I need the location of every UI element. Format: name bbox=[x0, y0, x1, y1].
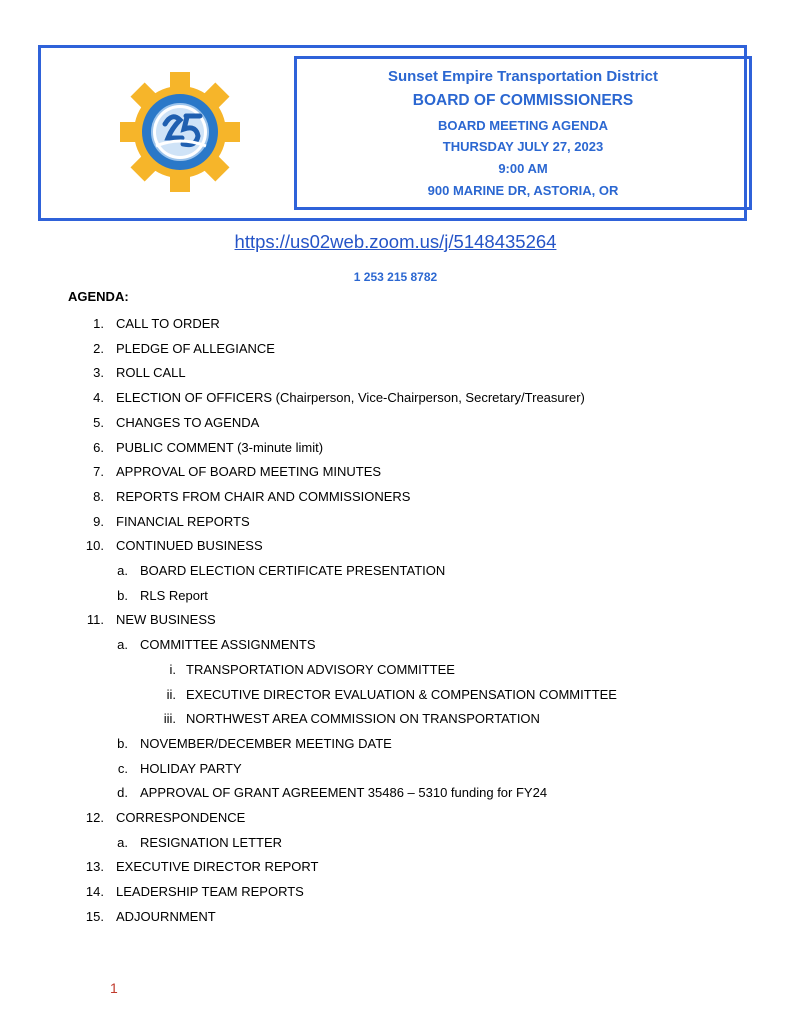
agenda-item-marker: iii. bbox=[163, 711, 176, 727]
agenda-item-text: EXECUTIVE DIRECTOR REPORT bbox=[116, 859, 319, 875]
meeting-info-box bbox=[294, 56, 752, 210]
agenda-item-marker: 13. bbox=[85, 859, 104, 875]
agenda-item-marker: a. bbox=[117, 563, 128, 578]
agenda-item-marker: a. bbox=[117, 637, 128, 653]
agenda-item-marker: ii. bbox=[166, 686, 176, 702]
agenda-label: AGENDA: bbox=[68, 289, 129, 304]
meeting-address: 900 MARINE DR, ASTORIA, OR bbox=[427, 183, 619, 198]
agenda-item-text: BOARD ELECTION CERTIFICATE PRESENTATION bbox=[140, 563, 446, 578]
phone-number: 1 253 215 8782 bbox=[353, 270, 438, 284]
gear-logo-icon bbox=[120, 72, 240, 192]
agenda-item-marker: 9. bbox=[93, 513, 104, 529]
agenda-item-marker: a. bbox=[117, 834, 128, 850]
agenda-item-marker: 11. bbox=[86, 612, 104, 628]
agenda-item-marker: d. bbox=[117, 785, 128, 801]
agenda-item-text: NEW BUSINESS bbox=[116, 612, 216, 628]
agenda-item-marker: 5. bbox=[93, 414, 104, 430]
agenda-item-marker: 8. bbox=[93, 488, 104, 504]
agenda-item-marker: 6. bbox=[93, 439, 104, 455]
zoom-link[interactable]: https://us02web.zoom.us/j/5148435264 bbox=[234, 231, 557, 252]
agenda-item-text: ELECTION OF OFFICERS (Chairperson, Vice-Chairperson, Secretary/Treasurer) bbox=[116, 390, 585, 406]
agenda-item-marker: b. bbox=[117, 587, 128, 603]
agenda-item-marker: i. bbox=[169, 661, 176, 677]
agenda-item-marker: 14. bbox=[85, 884, 104, 900]
agenda-item-marker: 3. bbox=[93, 365, 104, 381]
agenda-item-marker: 12. bbox=[85, 810, 104, 825]
agenda-item-text: REPORTS FROM CHAIR AND COMMISSIONERS bbox=[116, 488, 411, 504]
meeting-date: THURSDAY JULY 27, 2023 bbox=[442, 139, 604, 154]
agenda-item-marker: b. bbox=[117, 735, 128, 751]
agenda-item-text: PUBLIC COMMENT (3-minute limit) bbox=[116, 439, 324, 455]
agenda-item-text: NORTHWEST AREA COMMISSION ON TRANSPORTATION bbox=[186, 711, 540, 727]
meeting-time: 9:00 AM bbox=[498, 161, 548, 176]
agenda-item-text: NOVEMBER/DECEMBER MEETING DATE bbox=[140, 735, 392, 751]
agenda-item-marker: c. bbox=[117, 760, 128, 776]
agenda-item-text: COMMITTEE ASSIGNMENTS bbox=[140, 637, 316, 653]
board-name: BOARD OF COMMISSIONERS bbox=[412, 92, 634, 109]
agenda-item-text: CONTINUED BUSINESS bbox=[116, 538, 263, 554]
agenda-item-text: TRANSPORTATION ADVISORY COMMITTEE bbox=[186, 661, 455, 677]
agenda-item-marker: 10. bbox=[85, 538, 104, 554]
agenda-item-text: RLS Report bbox=[140, 587, 208, 603]
agenda-item-text: LEADERSHIP TEAM REPORTS bbox=[116, 884, 304, 900]
agenda-item-text: ROLL CALL bbox=[116, 365, 186, 381]
agenda-item-marker: 7. bbox=[93, 464, 104, 480]
agenda-item-text: CHANGES TO AGENDA bbox=[116, 414, 260, 430]
agenda-item-marker: 1. bbox=[93, 316, 104, 331]
agenda-item-text: APPROVAL OF BOARD MEETING MINUTES bbox=[116, 464, 382, 480]
agenda-item-text: ADJOURNMENT bbox=[116, 908, 216, 924]
agenda-item-text: PLEDGE OF ALLEGIANCE bbox=[116, 340, 275, 356]
agenda-item-text: HOLIDAY PARTY bbox=[140, 760, 242, 776]
agenda-title: BOARD MEETING AGENDA bbox=[438, 118, 608, 133]
page-number: 1 bbox=[110, 980, 118, 996]
agenda-item-text: FINANCIAL REPORTS bbox=[116, 513, 250, 529]
agenda-item-text: APPROVAL OF GRANT AGREEMENT 35486 – 5310 funding for FY24 bbox=[140, 785, 548, 801]
agenda-item-marker: 15. bbox=[85, 908, 104, 924]
agenda-item-text: EXECUTIVE DIRECTOR EVALUATION & COMPENSATION COMMITTEE bbox=[186, 686, 617, 702]
agenda-item-text: RESIGNATION LETTER bbox=[140, 834, 283, 850]
agenda-item-marker: 2. bbox=[93, 340, 104, 356]
organization-name: Sunset Empire Transportation District bbox=[387, 68, 659, 85]
agenda-item-text: CALL TO ORDER bbox=[116, 316, 220, 331]
agenda-item-marker: 4. bbox=[93, 390, 104, 406]
agenda-item-text: CORRESPONDENCE bbox=[116, 810, 246, 825]
